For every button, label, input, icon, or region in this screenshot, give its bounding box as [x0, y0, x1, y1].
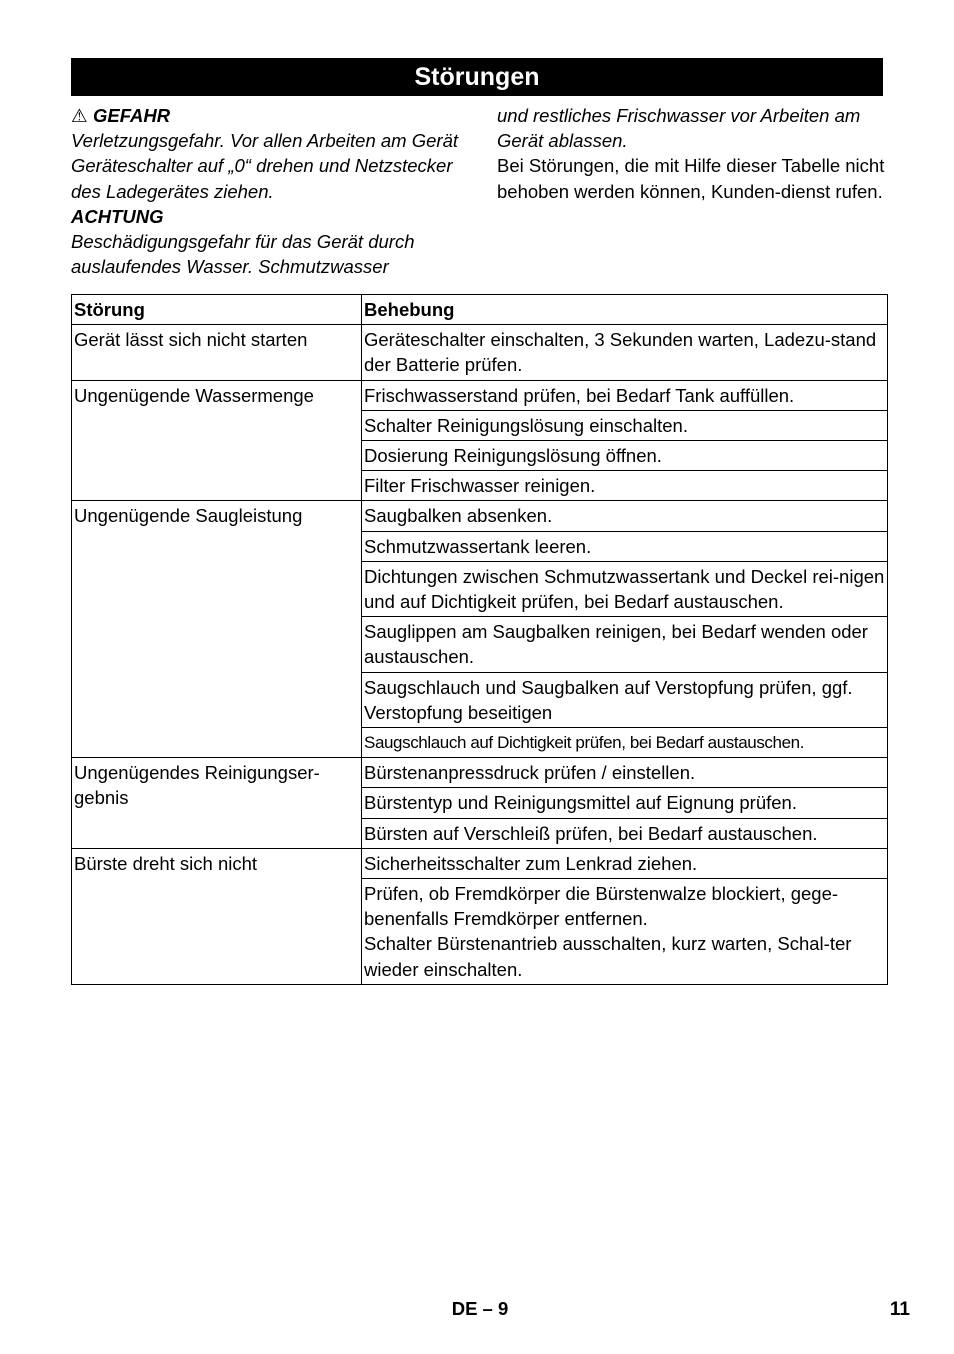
table-row	[72, 758, 888, 788]
remedy-line: Schalter Bürstenantrieb ausschalten, kurz warten, Schal-ter wieder einschalten.	[364, 933, 852, 980]
table-row	[72, 848, 888, 878]
footer-section-label: DE – 9	[451, 1298, 509, 1319]
remedy-cell: Bürsten auf Verschleiß prüfen, bei Bedarf austauschen.	[362, 818, 888, 848]
remedy-cell: Dichtungen zwischen Schmutzwassertank und Deckel rei-nigen und auf Dichtigkeit prüfen, bei Bedarf austauschen.	[362, 561, 888, 616]
remedy-cell: Saugschlauch auf Dichtigkeit prüfen, bei Bedarf austauschen.	[362, 728, 888, 758]
remedy-cell: Filter Frischwasser reinigen.	[362, 471, 888, 501]
achtung-text-part2: und restliches Frischwasser vor Arbeiten am Gerät ablassen.	[497, 105, 861, 152]
remedy-cell: Schalter Reinigungslösung einschalten.	[362, 410, 888, 440]
remedy-cell: Dosierung Reinigungslösung öffnen.	[362, 441, 888, 471]
troubleshooting-table	[71, 294, 888, 985]
table-row	[72, 501, 888, 531]
remedy-cell: Saugschlauch und Saugbalken auf Verstopfung prüfen, ggf. Verstopfung beseitigen	[362, 672, 888, 727]
gefahr-text: Verletzungsgefahr. Vor allen Arbeiten am Gerät Geräteschalter auf „0“ drehen und Netzstecker des Ladegerätes ziehen.	[71, 130, 458, 202]
remedy-cell: Geräteschalter einschalten, 3 Sekunden warten, Ladezu-stand der Batterie prüfen.	[362, 325, 888, 380]
fault-cell: Ungenügendes Reinigungser-gebnis	[72, 758, 362, 849]
column-header-remedy: Behebung	[362, 295, 888, 325]
remedy-cell: Schmutzwassertank leeren.	[362, 531, 888, 561]
fault-cell: Bürste dreht sich nicht	[72, 848, 362, 984]
table-row	[72, 325, 888, 380]
remedy-cell: Sicherheitsschalter zum Lenkrad ziehen.	[362, 848, 888, 878]
intro-text: Bei Störungen, die mit Hilfe dieser Tabelle nicht behoben werden können, Kunden-dienst rufen.	[497, 155, 885, 202]
remedy-cell: Frischwasserstand prüfen, bei Bedarf Tank auffüllen.	[362, 380, 888, 410]
warning-triangle-icon: ⚠	[71, 105, 88, 126]
remedy-cell: Bürstenanpressdruck prüfen / einstellen.	[362, 758, 888, 788]
column-header-fault: Störung	[72, 295, 362, 325]
fault-cell: Ungenügende Saugleistung	[72, 501, 362, 758]
warnings-right-column	[497, 103, 897, 204]
page-title: Störungen	[71, 58, 883, 96]
remedy-cell: Saugbalken absenken.	[362, 501, 888, 531]
achtung-text-part1: Beschädigungsgefahr für das Gerät durch auslaufendes Wasser. Schmutzwasser	[71, 231, 415, 278]
remedy-line: Prüfen, ob Fremdkörper die Bürstenwalze blockiert, gege-benenfalls Fremdkörper entfernen.	[364, 883, 839, 930]
footer-page-number: 11	[889, 1299, 910, 1320]
remedy-cell: Sauglippen am Saugbalken reinigen, bei Bedarf wenden oder austauschen.	[362, 617, 888, 672]
remedy-cell: Bürstentyp und Reinigungsmittel auf Eignung prüfen.	[362, 788, 888, 818]
warnings-left-column	[71, 103, 471, 279]
remedy-cell-multi	[362, 879, 888, 985]
achtung-label: ACHTUNG	[71, 205, 164, 227]
fault-cell: Gerät lässt sich nicht starten	[72, 325, 362, 380]
table-row	[72, 380, 888, 410]
fault-cell: Ungenügende Wassermenge	[72, 380, 362, 501]
gefahr-label: GEFAHR	[93, 105, 171, 126]
gefahr-heading	[71, 103, 471, 128]
table-header-row	[72, 295, 888, 325]
